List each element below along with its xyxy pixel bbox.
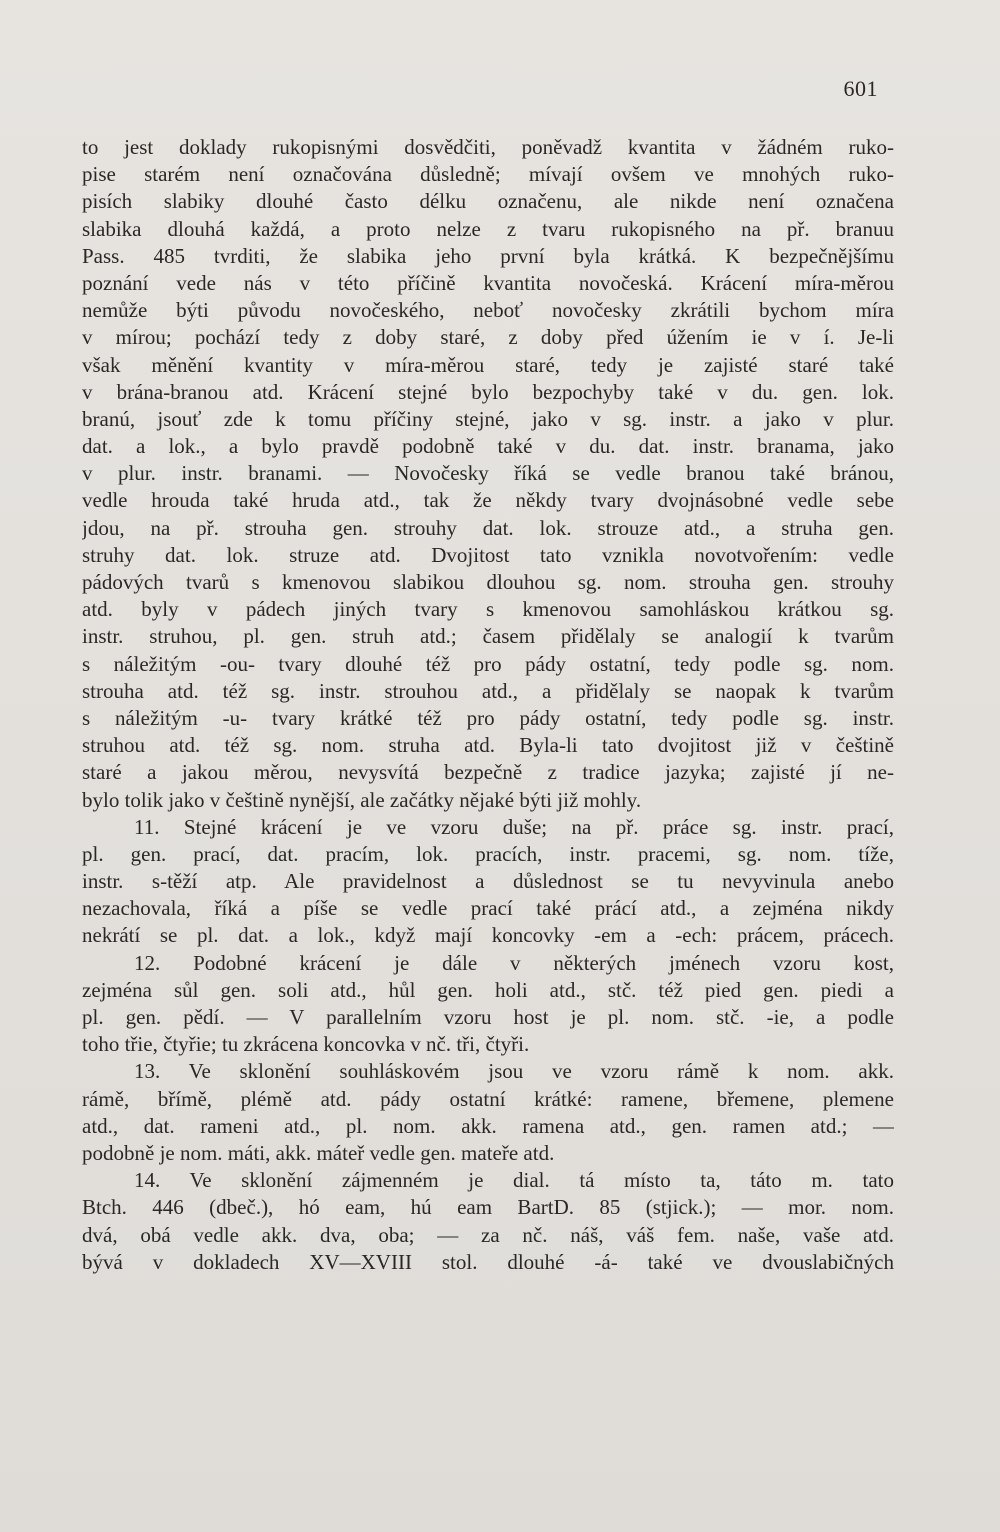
text-line: 12. Podobné krácení je dále v některých jménech vzoru kost, xyxy=(134,950,894,975)
text-line: nekrátí se pl. dat. a lok., když mají koncovky -em a -ech: prácem, prácech. xyxy=(82,923,894,948)
text-line: bylo tolik jako v češtině nynější, ale začátky nějaké býti již mohly. xyxy=(82,787,642,812)
text-line: branú, jsouť zde k tomu příčiny stejné, jako v sg. instr. a jako v plur. xyxy=(82,406,894,431)
text-line: pl. gen. pědí. — V parallelním vzoru host je pl. nom. stč. -ie, a podle xyxy=(82,1005,894,1029)
body-text xyxy=(82,134,894,1276)
text-line: pl. gen. prací, dat. pracím, lok. pracích, instr. pracemi, sg. nom. tíže, xyxy=(82,841,894,866)
text-line: toho třie, čtyřie; tu zkrácena koncovka v nč. tři, čtyři. xyxy=(82,1032,530,1057)
text-line: dvá, obá vedle akk. dva, oba; — za nč. náš, váš fem. naše, vaše atd. xyxy=(82,1222,894,1247)
text-line: v mírou; pochází tedy z doby staré, z doby před úžením ie v í. Je-li xyxy=(82,325,894,350)
text-line: vedle hrouda také hruda atd., tak že někdy tvary dvojnásobné vedle sebe xyxy=(82,488,894,513)
text-line: nezachovala, říká a píše se vedle prací také prácí atd., a zejména nikdy xyxy=(82,896,894,921)
text-line: s náležitým -u- tvary krátké též pro pády ostatní, tedy podle sg. instr. xyxy=(82,705,894,730)
text-line: v plur. instr. branami. — Novočesky říká se vedle branou také bránou, xyxy=(82,461,894,486)
text-line: atd., dat. rameni atd., pl. nom. akk. ramena atd., gen. ramen atd.; — xyxy=(82,1113,894,1138)
text-line: strouha atd. též sg. instr. strouhou atd., a přidělaly se naopak k tvarům xyxy=(82,678,894,703)
text-line: Btch. 446 (dbeč.), hó eam, hú eam BartD. 85 (stjick.); — mor. nom. xyxy=(82,1195,894,1220)
text-line: instr. struhou, pl. gen. struh atd.; časem přidělaly se analogií k tvarům xyxy=(82,624,894,649)
text-line: však měnění kvantity v míra-měrou staré, tedy je zajisté staré také xyxy=(82,352,894,377)
text-line: instr. s-těží atp. Ale pravidelnost a důslednost se tu nevyvinula anebo xyxy=(82,869,894,894)
text-line: zejména sůl gen. soli atd., hůl gen. holi atd., stč. též pied gen. piedi a xyxy=(82,977,894,1002)
text-line: s náležitým -ou- tvary dlouhé též pro pády ostatní, tedy podle sg. nom. xyxy=(82,651,894,676)
text-line: struhy dat. lok. struze atd. Dvojitost tato vznikla novotvořením: vedle xyxy=(82,542,894,567)
text-line: nemůže býti původu novočeského, neboť novočesky zkrátili bychom míra xyxy=(82,298,894,323)
text-line: bývá v dokladech XV—XVIII stol. dlouhé -á- také ve dvouslabičných xyxy=(82,1249,894,1274)
text-line: podobně je nom. máti, akk. máteř vedle gen. mateře atd. xyxy=(82,1140,555,1165)
page-number: 601 xyxy=(843,76,878,101)
text-line: 13. Ve sklonění souhláskovém jsou ve vzoru rámě k nom. akk. xyxy=(134,1059,894,1084)
text-line: staré a jakou měrou, nevysvítá bezpečně z tradice jazyka; zajisté jí ne- xyxy=(82,760,894,785)
text-line: to jest doklady rukopisnými dosvědčiti, poněvadž kvantita v žádném ruko- xyxy=(82,135,894,159)
text-line: jdou, na př. strouha gen. strouhy dat. lok. strouze atd., a struha gen. xyxy=(82,515,894,540)
text-line: rámě, břímě, plémě atd. pády ostatní krátké: ramene, břemene, plemene xyxy=(82,1086,894,1111)
text-line: 14. Ve sklonění zájmenném je dial. tá místo ta, táto m. tato xyxy=(134,1168,894,1193)
text-line: Pass. 485 tvrditi, že slabika jeho první byla krátká. K bezpečnějšímu xyxy=(82,243,894,268)
text-line: poznání vede nás v této příčině kvantita novočeská. Krácení míra-měrou xyxy=(82,270,894,295)
text-line: dat. a lok., a bylo pravdě podobně také v du. dat. instr. branama, jako xyxy=(82,434,894,459)
text-line: 11. Stejné krácení je ve vzoru duše; na př. práce sg. instr. prací, xyxy=(134,814,894,839)
text-line: slabika dlouhá každá, a proto nelze z tvaru rukopisného na př. branuu xyxy=(82,216,894,241)
text-line: atd. byly v pádech jiných tvary s kmenovou samohláskou krátkou sg. xyxy=(82,597,894,622)
text-line: struhou atd. též sg. nom. struha atd. Byla-li tato dvojitost již v češtině xyxy=(82,733,894,758)
text-line: pádových tvarů s kmenovou slabikou dlouhou sg. nom. strouha gen. strouhy xyxy=(82,570,894,594)
text-line: pise starém není označována důsledně; mívají ovšem ve mnohých ruko- xyxy=(82,162,894,187)
text-line: pisích slabiky dlouhé často délku označenu, ale nikde není označena xyxy=(82,189,894,214)
text-line: v brána-branou atd. Krácení stejné bylo bezpochyby také v du. gen. lok. xyxy=(82,379,894,404)
